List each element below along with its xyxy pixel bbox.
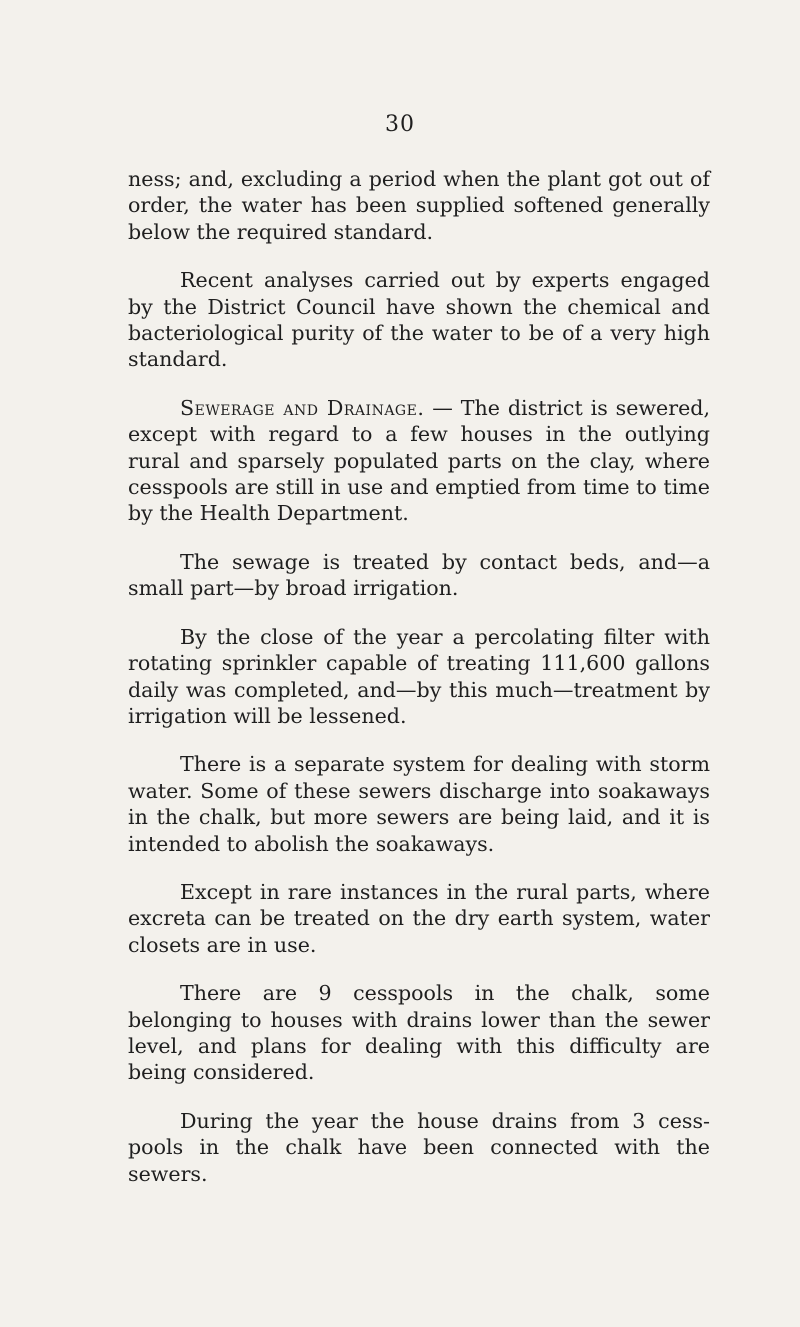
paragraph-continuation: ness; and, excluding a period when the plant got out of order, the water has been supplied softened generally below the required standard. <box>128 167 710 244</box>
paragraph-percolating-filter: By the close of the year a percolating filter with rotating sprinkler capable of treating 111,600 gallons daily was completed, and—by this much—treatment by irrigation will be lessened. <box>128 624 710 728</box>
paragraph-sewerage-drainage-text: — The district is sewered, except with regard to a few houses in the outlying rural and sparsely populated parts on the clay, where cesspools are still in use and emptied from time to time by the Health Department. <box>128 395 711 526</box>
paragraph-house-drains: During the year the house drains from 3 cess-pools in the chalk have been connected with the sewers. <box>128 1108 710 1186</box>
paragraph-sewerage-drainage <box>128 395 710 527</box>
page-number: 30 <box>385 112 415 137</box>
paragraph-storm-water: There is a separate system for dealing with storm water. Some of these sewers discharge into soakaways in the chalk, but more sewers are being laid, and it is intended to abolish the soakaways. <box>128 752 710 856</box>
section-heading-sewerage-drainage: Sewerage and Drainage. <box>180 395 425 420</box>
paragraph-water-closets: Except in rare instances in the rural parts, where excreta can be treated on the dry earth system, water closets are in use. <box>128 879 710 957</box>
paragraph-cesspools: There are 9 cesspools in the chalk, some belonging to houses with drains lower than the sewer level, and plans for dealing with this difficulty are being considered. <box>128 981 710 1085</box>
paragraph-sewage-treatment: The sewage is treated by contact beds, and—a small part—by broad irrigation. <box>128 549 710 601</box>
paragraph-analyses: Recent analyses carried out by experts engaged by the District Council have shown the chemical and bacteriological purity of the water to be of a very high standard. <box>128 268 710 372</box>
body-text <box>128 166 710 1209</box>
